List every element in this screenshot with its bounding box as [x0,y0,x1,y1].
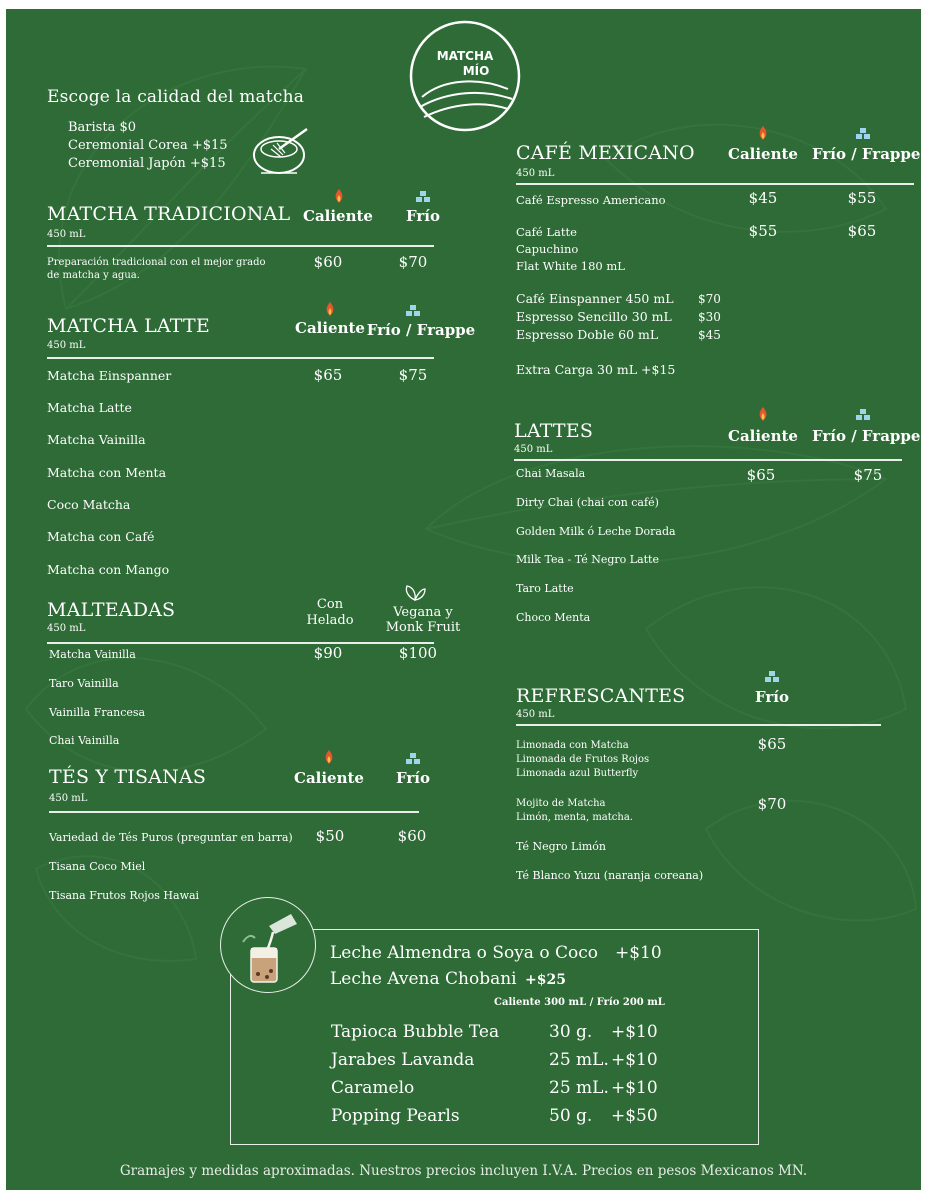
menu-item: Matcha Vainilla [47,432,146,447]
flame-icon [758,407,768,421]
menu-item: Té Negro Limón [516,840,607,853]
menu-item: Limonada con Matcha [516,740,629,751]
menu-item: Matcha Latte [47,400,132,415]
quality-option: Barista $0 [68,120,136,135]
logo-line2: MÍO [462,64,490,78]
flame-icon [758,126,768,140]
menu-item: Milk Tea - Té Negro Latte [516,553,659,566]
price-frio: $70 [757,795,787,813]
addon-note: Caliente 300 mL / Frío 200 mL [494,997,665,1008]
section-title-tes: TÉS Y TISANAS [49,766,207,788]
addon-leche1-price: +$10 [615,943,662,963]
section-size: 450 mL [49,793,88,804]
divider [516,724,881,726]
price-caliente: $45 [748,189,778,207]
menu-item: Matcha Vainilla [49,648,136,661]
addon-price: +$10 [611,1022,658,1042]
price-caliente: $65 [746,466,776,484]
menu-item: Taro Latte [516,582,574,595]
section-size: 450 mL [47,229,86,240]
price-frio: $65 [847,222,877,240]
logo-line1: MATCHA [436,49,494,63]
menu-item: Café Espresso Americano [516,193,666,207]
menu-item: Café Latte [516,225,577,239]
price-caliente: $65 [313,366,343,384]
ice-cubes-icon [856,128,870,140]
menu-item: Chai Masala [516,467,586,480]
quality-option: Ceremonial Japón +$15 [68,156,226,171]
divider [47,642,434,644]
addon-leche1: Leche Almendra o Soya o Coco [330,943,598,963]
price: $45 [698,328,721,342]
addon-qty: 50 g. [549,1106,593,1126]
section-size: 450 mL [516,168,555,179]
ice-cubes-icon [416,191,430,203]
menu-item: Coco Matcha [47,497,131,512]
addon-leche2: Leche Avena Chobani [330,969,517,989]
price-frio: $70 [398,253,428,271]
col-header-caliente: Caliente [303,207,373,225]
divider [47,245,434,247]
addon-leche2-price: +$25 [525,972,566,988]
menu-item: Té Blanco Yuzu (naranja coreana) [516,869,704,882]
col-header-line: Con [316,597,344,612]
menu-item-group [516,739,649,781]
addon-price: +$10 [611,1050,658,1070]
menu-item: Matcha con Menta [47,465,167,480]
addon-price: +$10 [611,1078,658,1098]
col-header-frio: Frío [406,207,440,225]
ice-cubes-icon [765,671,779,683]
price-frio: $60 [397,827,427,845]
addon-qty: 25 mL. [549,1078,609,1098]
col-header-frio: Frío [755,688,789,706]
col-header-line: Helado [306,613,354,628]
col-header-caliente: Caliente [295,319,365,337]
col-header-vegana [378,605,468,635]
menu-item: Matcha con Café [47,529,155,544]
divider [516,183,914,185]
addon-name: Caramelo [331,1078,415,1098]
desc-line: de matcha y agua. [47,270,140,281]
col-header-line: Monk Fruit [385,620,461,635]
section-title-lattes: LATTES [514,420,594,442]
addon-name: Jarabes Lavanda [331,1050,475,1070]
section-title-tradicional: MATCHA TRADICIONAL [47,203,291,225]
section-title-cafe: CAFÉ MEXICANO [516,142,695,164]
quality-title: Escoge la calidad del matcha [47,87,305,107]
menu-item: Dirty Chai (chai con café) [516,496,659,509]
ice-cubes-icon [406,305,420,317]
menu-item: Matcha Einspanner [47,368,172,383]
section-size: 450 mL [47,623,86,634]
price-frio: $65 [757,735,787,753]
menu-item: Espresso Sencillo 30 mL [516,309,672,324]
menu-item: Limón, menta, matcha. [516,812,633,823]
addon-name: Popping Pearls [331,1106,460,1126]
section-size: 450 mL [516,709,555,720]
addon-qty: 30 g. [549,1022,593,1042]
col-header-line: Vegana y [393,605,453,620]
ice-cubes-icon [856,409,870,421]
extra-carga: Extra Carga 30 mL +$15 [516,362,676,377]
col-header-caliente: Caliente [728,427,798,445]
addon-price: +$50 [611,1106,658,1126]
menu-item: Espresso Doble 60 mL [516,327,659,342]
section-title-refrescantes: REFRESCANTES [516,685,686,707]
menu-item: Café Einspanner 450 mL [516,291,674,306]
footer-note: Gramajes y medidas aproximadas. Nuestros precios incluyen I.V.A. Precios en pesos Mexicanos MN. [119,1163,808,1179]
divider [514,459,902,461]
menu-page [6,9,921,1190]
menu-item: Choco Menta [516,611,591,624]
quality-option: Ceremonial Corea +$15 [68,138,228,153]
price: $70 [698,292,721,306]
col-header-frio: Frío [396,769,430,787]
matcha-whisk-bowl-icon [249,123,315,179]
addon-name: Tapioca Bubble Tea [331,1022,500,1042]
menu-item: Mojito de Matcha [516,798,606,809]
price-frio: $75 [853,466,883,484]
menu-item: Capuchino [516,242,579,256]
ice-cubes-icon [406,753,420,765]
price-frio: $55 [847,189,877,207]
logo [408,19,522,133]
leaves-icon [404,585,426,601]
menu-item: Limonada azul Butterfly [516,768,639,779]
menu-item: Limonada de Frutos Rojos [516,754,650,765]
milk-pour-illustration [220,897,316,993]
col-header-frio-frappe: Frío / Frappe [366,321,476,339]
section-title-malteadas: MALTEADAS [47,599,176,621]
divider [49,811,419,813]
section-size: 450 mL [514,444,553,455]
menu-item-group [516,224,625,275]
menu-item: Variedad de Tés Puros (preguntar en barra) [49,831,293,844]
milk-pour-icon [221,898,315,992]
price-caliente: $55 [748,222,778,240]
menu-item: Chai Vainilla [49,734,120,747]
section-title-latte: MATCHA LATTE [47,315,210,337]
flame-icon [334,189,344,203]
desc-line: Preparación tradicional con el mejor grado [47,257,266,268]
col-header-frio-frappe: Frío / Frappe [812,427,921,445]
col-header-con-helado [290,597,370,629]
menu-item: Vainilla Francesa [49,706,146,719]
col-header-caliente: Caliente [728,145,798,163]
price-caliente: $60 [313,253,343,271]
flame-icon [325,302,335,316]
section-size: 450 mL [47,340,86,351]
menu-item-group [516,797,633,825]
menu-item: Taro Vainilla [49,677,119,690]
menu-item: Tisana Frutos Rojos Hawai [49,889,200,902]
price-frio: $75 [398,366,428,384]
price-group [698,290,721,344]
flame-icon [324,750,334,764]
menu-item: Matcha con Mango [47,562,170,577]
price: $30 [698,310,721,324]
menu-item: Golden Milk ó Leche Dorada [516,525,676,538]
menu-item-group [516,290,674,344]
price-con-helado: $90 [313,644,343,662]
addon-qty: 25 mL. [549,1050,609,1070]
item-description [47,256,266,282]
price-caliente: $50 [315,827,345,845]
divider [47,357,434,359]
price-vegana: $100 [398,644,438,662]
menu-item: Flat White 180 mL [516,259,625,273]
col-header-frio-frappe: Frío / Frappe [812,145,921,163]
menu-item: Tisana Coco Miel [49,860,146,873]
col-header-caliente: Caliente [294,769,364,787]
